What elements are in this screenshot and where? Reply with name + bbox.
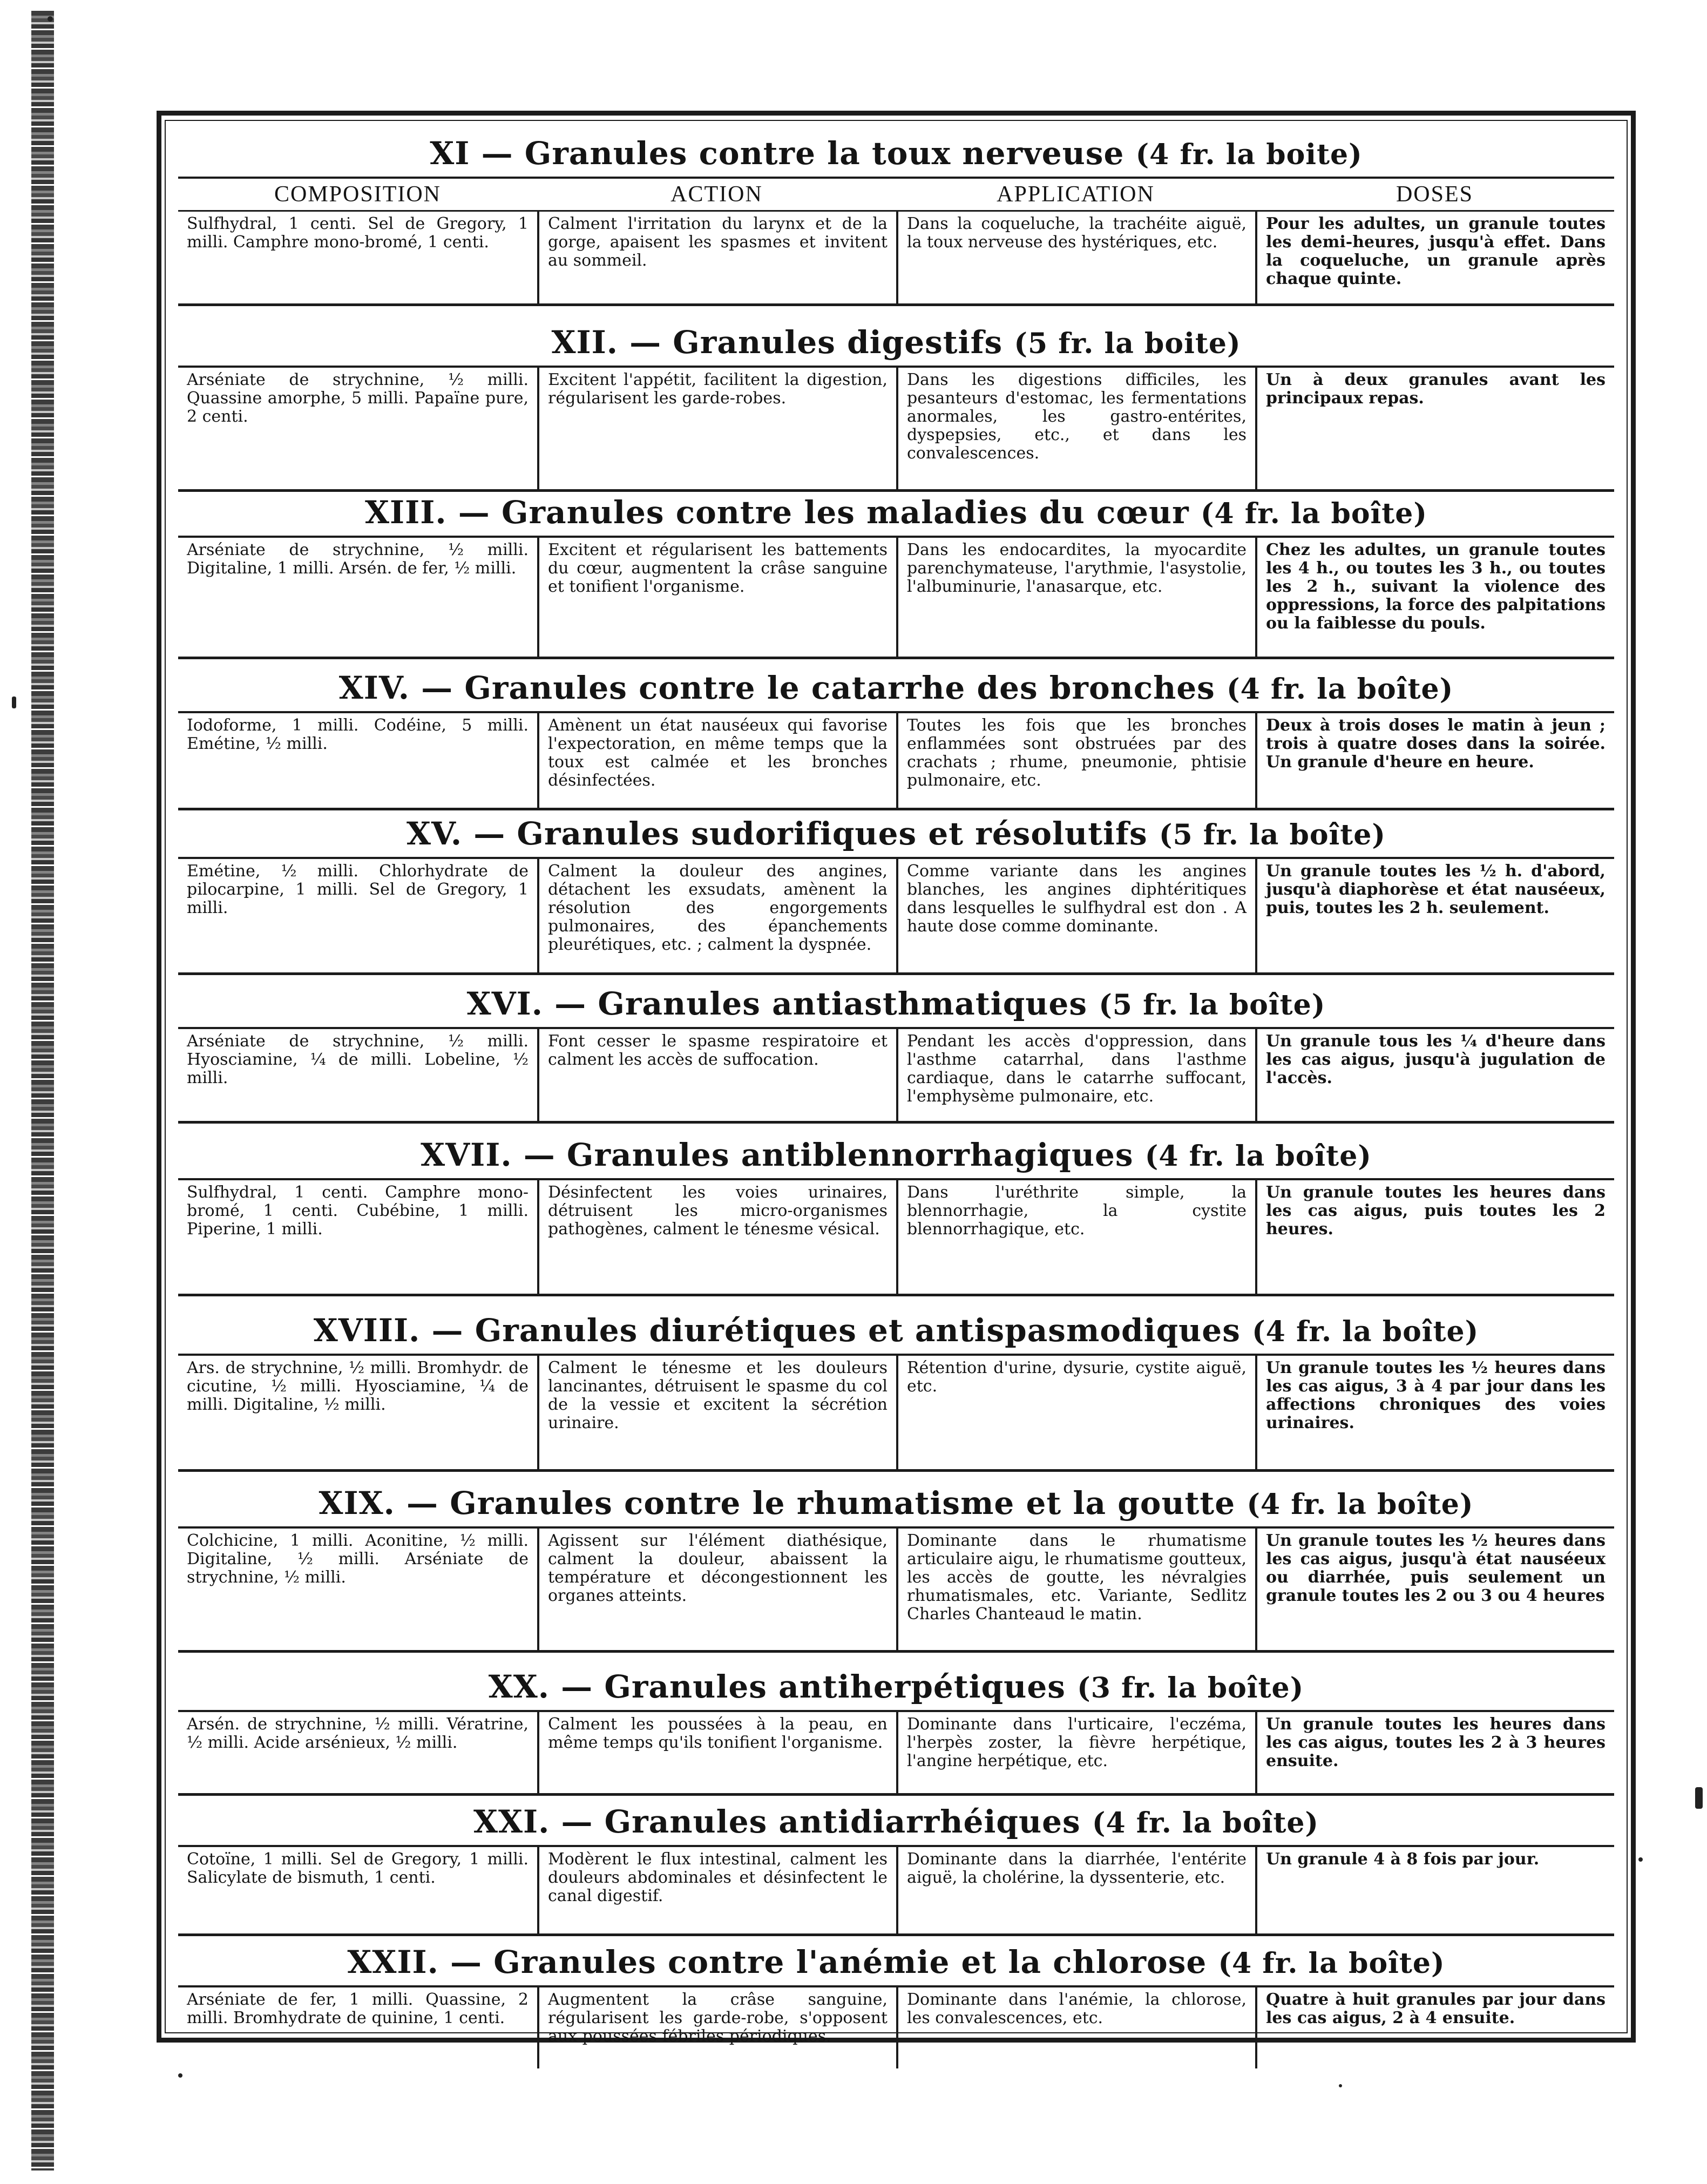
section-xix [178,1484,1614,1653]
table-row [178,1847,1614,1936]
action-cell: Augmentent la crâse sanguine, régularisent les garde-robe, s'opposent aux poussées fébriles périodiques. [537,1987,896,2068]
application-cell: Dominante dans l'urticaire, l'eczéma, l'herpès zoster, la fièvre herpétique, l'angine herpétique, etc. [896,1712,1255,1793]
section-name: XXII. — Granules contre l'anémie et la chlorose [347,1944,1207,1980]
composition-cell: Arsén. de strychnine, ½ milli. Vératrine, ½ milli. Acide arsénieux, ½ milli. [187,1715,529,1752]
section-title [178,984,1614,1025]
section-title [178,1135,1614,1176]
application-cell: Dominante dans la diarrhée, l'entérite aiguë, la cholérine, la dyssenterie, etc. [896,1847,1255,1933]
section-price: (4 fr. la boîte) [1200,497,1427,530]
section-title [178,1943,1614,1983]
section-xv [178,814,1614,975]
table-row [178,538,1614,659]
table-row [178,1987,1614,2068]
section-price: (4 fr. la boîte) [1227,673,1454,706]
table-row [178,1180,1614,1296]
section-xiii [178,493,1614,659]
application-cell: Dans les digestions difficiles, les pesanteurs d'estomac, les fermentations anormales, les gastro-entérites, dyspepsies, etc., et dans les convalescences. [896,368,1255,489]
application-cell: Dominante dans le rhumatisme articulaire aigu, le rhumatisme goutteux, les accès de goutte, les névralgies rhumatismales, etc. Variante, Sedlitz Charles Chanteaud le matin. [896,1529,1255,1650]
section-price: (5 fr. la boîte) [1159,819,1386,851]
composition-cell: Iodoforme, 1 milli. Codéine, 5 milli. Emétine, ½ milli. [187,716,529,753]
scanned-page-edge [31,11,54,2171]
header-application: APPLICATION [997,182,1155,207]
action-cell: Calment la douleur des angines, détachent les exsudats, amènent la résolution des engorgements pulmonaires, des épanchements pleurétiques, etc. ; calment la dyspnée. [537,859,896,972]
table-row [178,859,1614,975]
section-price: (4 fr. la boîte) [1252,1315,1479,1348]
application-cell: Rétention d'urine, dysurie, cystite aiguë, etc. [896,1356,1255,1469]
section-xxi [178,1802,1614,1936]
section-xiv [178,668,1614,810]
section-xvii [178,1135,1614,1296]
doses-cell: Un granule toutes les ½ heures dans les cas aigus, jusqu'à état nauséeux ou diarrhée, puis seulement un granule toutes les 2 ou 3 ou 4 heures [1255,1529,1614,1650]
section-price: (4 fr. la boite) [1135,138,1363,171]
composition-cell: Cotoïne, 1 milli. Sel de Gregory, 1 milli. Salicylate de bismuth, 1 centi. [187,1850,529,1887]
doses-cell: Pour les adultes, un granule toutes les demi-heures, jusqu'à effet. Dans la coqueluche, un granule après chaque quinte. [1255,212,1614,303]
application-cell: Toutes les fois que les bronches enflammées sont obstruées par des crachats ; rhume, pneumonie, phtisie pulmonaire, etc. [896,713,1255,808]
composition-cell: Arséniate de strychnine, ½ milli. Quassine amorphe, 5 milli. Papaïne pure, 2 centi. [187,370,529,426]
section-xvi [178,984,1614,1124]
ink-speck [12,697,16,708]
section-xviii [178,1311,1614,1472]
table-row [178,212,1614,306]
composition-cell: Ars. de strychnine, ½ milli. Bromhydr. de cicutine, ½ milli. Hyosciamine, ¼ de milli. Digitaline, ½ milli. [187,1358,529,1414]
section-name: XIX. — Granules contre le rhumatisme et la goutte [319,1485,1236,1522]
composition-cell: Emétine, ½ milli. Chlorhydrate de pilocarpine, 1 milli. Sel de Gregory, 1 milli. [187,862,529,917]
ink-speck [1638,1857,1643,1862]
section-title [178,668,1614,709]
section-name: XI — Granules contre la toux nerveuse [430,135,1125,172]
section-title [178,134,1614,174]
doses-cell: Un granule toutes les heures dans les cas aigus, toutes les 2 à 3 heures ensuite. [1255,1712,1614,1793]
application-cell: Dans la coqueluche, la trachéite aiguë, la toux nerveuse des hystériques, etc. [896,212,1255,303]
section-name: XXI. — Granules antidiarrhéiques [473,1803,1081,1840]
section-title [178,1484,1614,1524]
section-price: (4 fr. la boîte) [1092,1807,1319,1840]
header-composition: COMPOSITION [274,182,442,207]
section-xi [178,134,1614,306]
doses-cell: Deux à trois doses le matin à jeun ; trois à quatre doses dans la soirée. Un granule d'heure en heure. [1255,713,1614,808]
doses-cell: Un à deux granules avant les principaux repas. [1255,368,1614,489]
application-cell: Comme variante dans les angines blanches, les angines diphtéritiques dans lesquelles le sulfhydral est don . A haute dose comme dominante. [896,859,1255,972]
section-title [178,1311,1614,1351]
section-xxii [178,1943,1614,2068]
action-cell: Excitent l'appétit, facilitent la digestion, régularisent les garde-robes. [537,368,896,489]
section-price: (4 fr. la boîte) [1144,1140,1372,1173]
application-cell: Pendant les accès d'oppression, dans l'asthme catarrhal, dans l'asthme cardiaque, dans le catarrhe suffocant, l'emphysème pulmonaire, etc. [896,1029,1255,1121]
action-cell: Modèrent le flux intestinal, calment les douleurs abdominales et désinfectent le canal digestif. [537,1847,896,1933]
section-xx [178,1667,1614,1796]
header-doses: DOSES [1396,182,1474,207]
action-cell: Désinfectent les voies urinaires, détruisent les micro-organismes pathogènes, calment le ténesme vésical. [537,1180,896,1294]
section-title [178,1667,1614,1708]
section-title [178,493,1614,533]
section-name: XX. — Granules antiherpétiques [488,1668,1066,1705]
action-cell: Agissent sur l'élément diathésique, calment la douleur, abaissent la température et décongestionnent les organes atteints. [537,1529,896,1650]
section-price: (4 fr. la boîte) [1218,1947,1445,1980]
action-cell: Font cesser le spasme respiratoire et calment les accès de suffocation. [537,1029,896,1121]
section-name: XVIII. — Granules diurétiques et antispasmodiques [313,1312,1241,1349]
composition-cell: Sulfhydral, 1 centi. Sel de Gregory, 1 milli. Camphre mono-bromé, 1 centi. [187,214,529,252]
table-row [178,1029,1614,1124]
composition-cell: Sulfhydral, 1 centi. Camphre mono-bromé, 1 centi. Cubébine, 1 milli. Piperine, 1 milli. [187,1183,529,1239]
table-row [178,368,1614,492]
section-name: XV. — Granules sudorifiques et résolutifs [406,815,1148,852]
action-cell: Excitent et régularisent les battements du cœur, augmentent la crâse sanguine et tonifient l'organisme. [537,538,896,657]
section-title [178,323,1614,363]
doses-cell: Chez les adultes, un granule toutes les 4 h., ou toutes les 3 h., ou toutes les 2 h., suivant la violence des oppressions, la force des palpitations ou la faiblesse du pouls. [1255,538,1614,657]
doses-cell: Un granule toutes les ½ h. d'abord, jusqu'à diaphorèse et état nauséeux, puis, toutes les 2 h. seulement. [1255,859,1614,972]
section-price: (3 fr. la boîte) [1077,1672,1304,1705]
action-cell: Amènent un état nauséeux qui favorise l'expectoration, en même temps que la toux est calmée et les bronches désinfectées. [537,713,896,808]
header-action: ACTION [670,182,763,207]
section-xii [178,323,1614,492]
section-name: XIII. — Granules contre les maladies du cœur [365,494,1189,531]
ink-speck [48,16,53,22]
ink-speck [178,2073,182,2078]
section-price: (5 fr. la boite) [1014,327,1241,360]
action-cell: Calment le ténesme et les douleurs lancinantes, détruisent le spasme du col de la vessie et excitent la sécrétion urinaire. [537,1356,896,1469]
action-cell: Calment les poussées à la peau, en même temps qu'ils tonifient l'organisme. [537,1712,896,1793]
table-row [178,713,1614,810]
ink-speck [1339,2084,1342,2087]
section-price: (4 fr. la boîte) [1247,1488,1474,1521]
table-row [178,1356,1614,1472]
section-title [178,1802,1614,1843]
table-row [178,1529,1614,1653]
section-name: XIV. — Granules contre le catarrhe des bronches [338,670,1215,706]
doses-cell: Quatre à huit granules par jour dans les cas aigus, 2 à 4 ensuite. [1255,1987,1614,2068]
application-cell: Dominante dans l'anémie, la chlorose, les convalescences, etc. [896,1987,1255,2068]
application-cell: Dans l'uréthrite simple, la blennorrhagie, la cystite blennorrhagique, etc. [896,1180,1255,1294]
action-cell: Calment l'irritation du larynx et de la gorge, apaisent les spasmes et invitent au sommeil. [537,212,896,303]
ink-speck [1695,1787,1703,1809]
table-row [178,1712,1614,1796]
application-cell: Dans les endocardites, la myocardite parenchymateuse, l'arythmie, l'asystolie, l'albuminurie, l'anasarque, etc. [896,538,1255,657]
section-name: XII. — Granules digestifs [551,324,1003,361]
doses-cell: Un granule 4 à 8 fois par jour. [1255,1847,1614,1933]
composition-cell: Arséniate de strychnine, ½ milli. Digitaline, 1 milli. Arsén. de fer, ½ milli. [187,540,529,578]
doses-cell: Un granule toutes les ½ heures dans les cas aigus, 3 à 4 par jour dans les affections chroniques des voies urinaires. [1255,1356,1614,1469]
section-name: XVII. — Granules antiblennorrhagiques [421,1137,1134,1173]
section-title [178,814,1614,855]
composition-cell: Arséniate de fer, 1 milli. Quassine, 2 milli. Bromhydrate de quinine, 1 centi. [187,1990,529,2027]
section-name: XVI. — Granules antiasthmatiques [466,985,1087,1022]
table-header [178,179,1614,212]
doses-cell: Un granule tous les ¼ d'heure dans les cas aigus, jusqu'à jugulation de l'accès. [1255,1029,1614,1121]
doses-cell: Un granule toutes les heures dans les cas aigus, puis toutes les 2 heures. [1255,1180,1614,1294]
composition-cell: Colchicine, 1 milli. Aconitine, ½ milli. Digitaline, ½ milli. Arséniate de strychnine, ½ milli. [187,1531,529,1587]
composition-cell: Arséniate de strychnine, ½ milli. Hyosciamine, ¼ de milli. Lobeline, ½ milli. [187,1032,529,1087]
section-price: (5 fr. la boîte) [1099,989,1326,1022]
